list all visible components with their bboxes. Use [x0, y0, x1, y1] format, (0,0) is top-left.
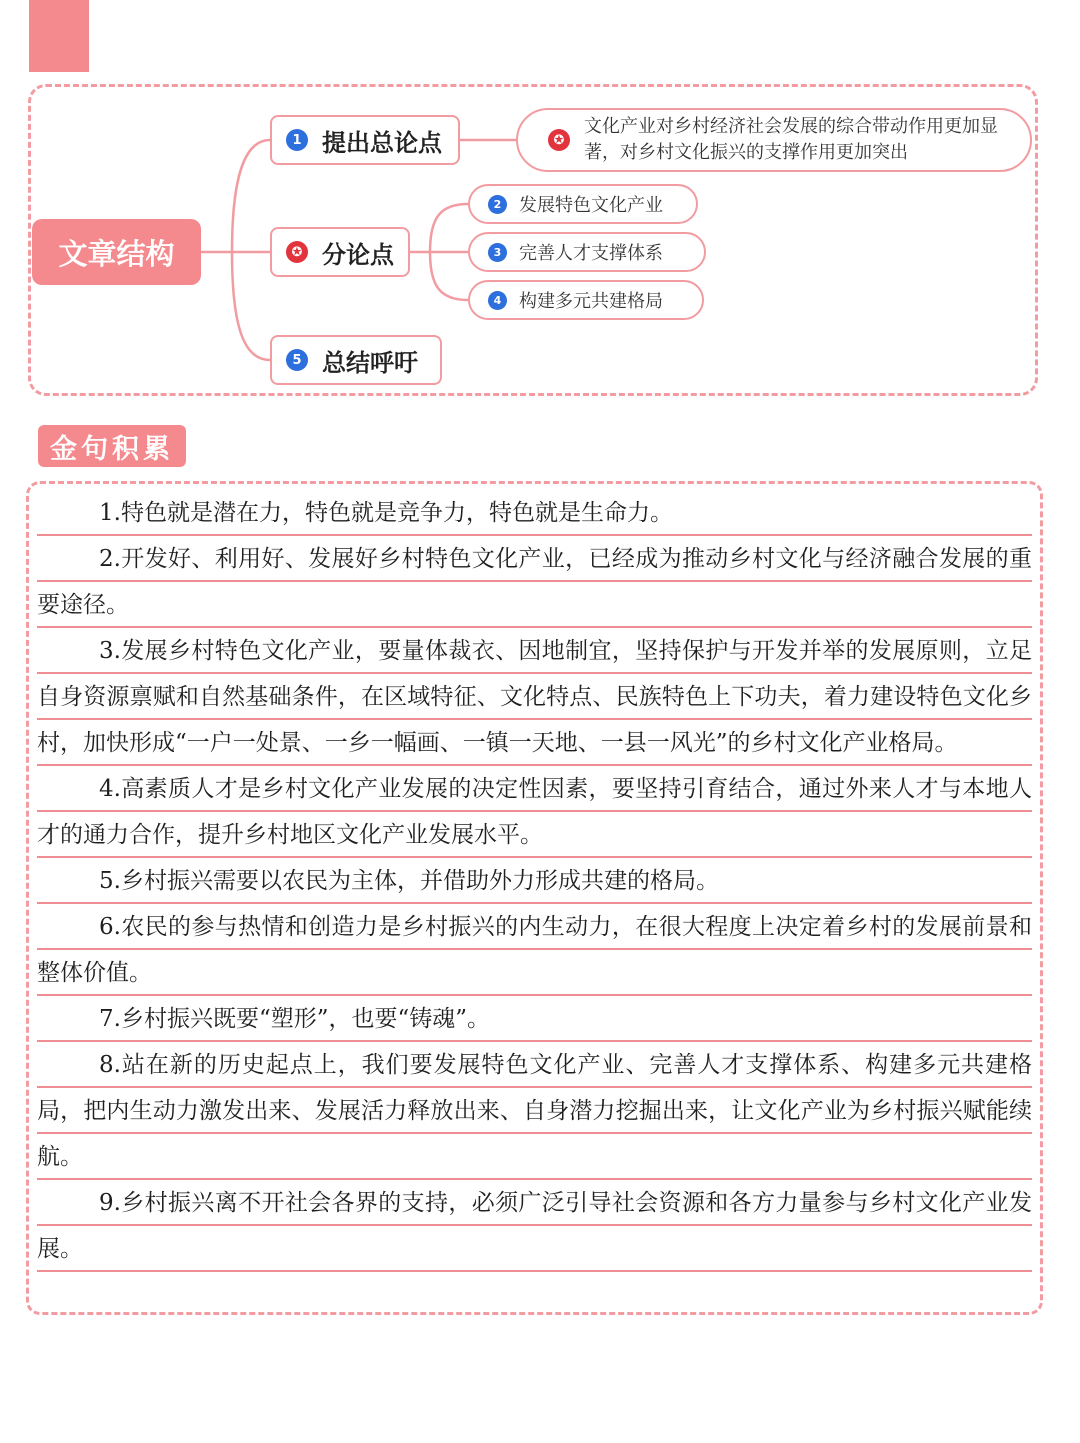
sub-point-label: 发展特色文化产业	[519, 195, 663, 216]
quote-item: 6.农民的参与热情和创造力是乡村振兴的内生动力，在很大程度上决定着乡村的发展前景和整体价值。	[37, 914, 1032, 986]
branch-label: 总结呼吁	[322, 348, 418, 377]
sub-point-label: 构建多元共建格局	[519, 291, 663, 312]
quote-item: 2.开发好、利用好、发展好乡村特色文化产业，已经成为推动乡村文化与经济融合发展的重要途径。	[37, 546, 1032, 618]
branch-label: 提出总论点	[322, 128, 442, 157]
sub-point-node	[468, 280, 704, 320]
quote-item: 7.乡村振兴既要“塑形”，也要“铸魂”。	[99, 1006, 490, 1032]
branch-label: 分论点	[322, 240, 394, 269]
thesis-text: 文化产业对乡村经济社会发展的综合带动作用更加显著，对乡村文化振兴的支撑作用更加突出	[584, 116, 998, 163]
quotes-frame	[26, 481, 1043, 1315]
number-five-icon: 5	[286, 349, 308, 371]
star-icon: ✪	[548, 129, 570, 151]
quote-item: 9.乡村振兴离不开社会各界的支持，必须广泛引导社会资源和各方力量参与乡村文化产业发展。	[37, 1190, 1032, 1262]
sub-point-label: 完善人才支撑体系	[519, 243, 663, 264]
quote-item: 4.高素质人才是乡村文化产业发展的决定性因素，要坚持引育结合，通过外来人才与本地人才的通力合作，提升乡村地区文化产业发展水平。	[37, 776, 1032, 848]
quote-item: 1.特色就是潜在力，特色就是竞争力，特色就是生命力。	[99, 500, 673, 526]
sub-point-node	[468, 232, 706, 272]
sub-point-node	[468, 184, 698, 224]
number-three-icon: 3	[488, 243, 507, 262]
number-one-icon: 1	[286, 129, 308, 151]
corner-decoration	[29, 0, 89, 72]
quote-item: 5.乡村振兴需要以农民为主体，并借助外力形成共建的格局。	[99, 868, 719, 894]
section-title-tag: 金句积累	[38, 425, 186, 467]
branch-thesis	[270, 115, 460, 165]
branch-sub-points	[270, 227, 410, 277]
mindmap-root: 文章结构	[32, 219, 201, 285]
quote-item: 3.发展乡村特色文化产业，要量体裁衣、因地制宜，坚持保护与开发并举的发展原则，立足自身资源禀赋和自然基础条件，在区域特征、文化特点、民族特色上下功夫，着力建设特色文化乡村，加快形成“一户一处景、一乡一幅画、一镇一天地、一县一风光”的乡村文化产业格局。	[37, 638, 1032, 756]
number-two-icon: 2	[488, 195, 507, 214]
quotes-list	[37, 490, 1032, 1272]
thesis-node	[516, 108, 1032, 172]
branch-conclusion	[270, 335, 442, 385]
star-icon: ✪	[286, 241, 308, 263]
quote-item: 8.站在新的历史起点上，我们要发展特色文化产业、完善人才支撑体系、构建多元共建格局，把内生动力激发出来、发展活力释放出来、自身潜力挖掘出来，让文化产业为乡村振兴赋能续航。	[37, 1052, 1032, 1170]
number-four-icon: 4	[488, 291, 507, 310]
